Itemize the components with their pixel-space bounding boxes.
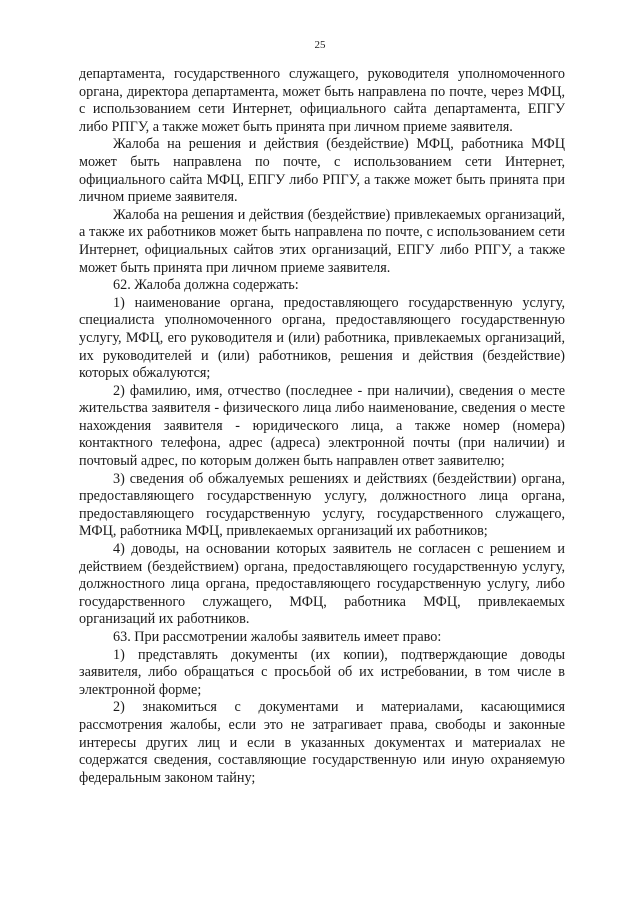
clause-62-item-1: 1) наименование органа, предоставляющего государственную услугу, специалиста уполномоченного органа, предоставляющего государственную услугу, МФЦ, его руководителя и (или) работника, привлекаемых организаций, их руководителей и (или) работников, решения и действия (бездействие) которых обжалуются;: [79, 294, 565, 382]
clause-63-item-1: 1) представлять документы (их копии), подтверждающие доводы заявителя, либо обращаться с просьбой об их истребовании, в том числе в электронной форме;: [79, 646, 565, 698]
document-body: [79, 66, 565, 787]
paragraph-mfc-complaint: Жалоба на решения и действия (бездействие) МФЦ, работника МФЦ может быть направлена по почте, с использованием сети Интернет, официального сайта МФЦ, ЕПГУ либо РПГУ, а также может быть принята при личном приеме заявителя.: [79, 136, 565, 206]
clause-62-item-4: 4) доводы, на основании которых заявитель не согласен с решением и действием (бездействием) органа, предоставляющего государственную услугу, должностного лица органа, предоставляющего государственную услугу, либо государственного служащего, МФЦ, работника МФЦ, привлекаемых организаций их работников.: [79, 541, 565, 628]
clause-63-heading: 63. При рассмотрении жалобы заявитель имеет право:: [113, 629, 442, 645]
clause-62-item-2: 2) фамилию, имя, отчество (последнее - при наличии), сведения о месте жительства заявителя - физического лица либо наименование, сведения о месте нахождения заявителя - юридического лица, а также номер (номера) контактного телефона, адрес (адреса) электронной почты (при наличии) и почтовый адрес, по которым должен быть направлен ответ заявителю;: [79, 382, 565, 470]
page-number: 25: [314, 39, 326, 51]
clause-62-heading: 62. Жалоба должна содержать:: [113, 277, 299, 294]
paragraph-continuation: департамента, государственного служащего, руководителя уполномоченного органа, директора департамента, может быть направлена по почте, через МФЦ, с использованием сети Интернет, официального сайта департамента, ЕПГУ либо РПГУ, а также может быть принята при личном приеме заявителя.: [79, 66, 565, 135]
clause-63-item-2: 2) знакомиться с документами и материалами, касающимися рассмотрения жалобы, если это не затрагивает права, свободы и законные интересы других лиц и если в указанных документах и материалах не содержатся сведения, составляющие государственную или иную охраняемую федеральным законом тайну;: [79, 699, 565, 786]
clause-62-item-3: 3) сведения об обжалуемых решениях и действиях (бездействии) органа, предоставляющего государственную услугу, должностного лица органа, предоставляющего государственную услугу, государственного служащего, МФЦ, работника МФЦ, привлекаемых организаций их работников;: [79, 470, 565, 540]
paragraph-organizations-complaint: Жалоба на решения и действия (бездействие) привлекаемых организаций, а также их работников может быть направлена по почте, с использованием сети Интернет, официальных сайтов этих организаций, ЕПГУ либо РПГУ, а также может быть принята при личном приеме заявителя.: [79, 206, 565, 276]
